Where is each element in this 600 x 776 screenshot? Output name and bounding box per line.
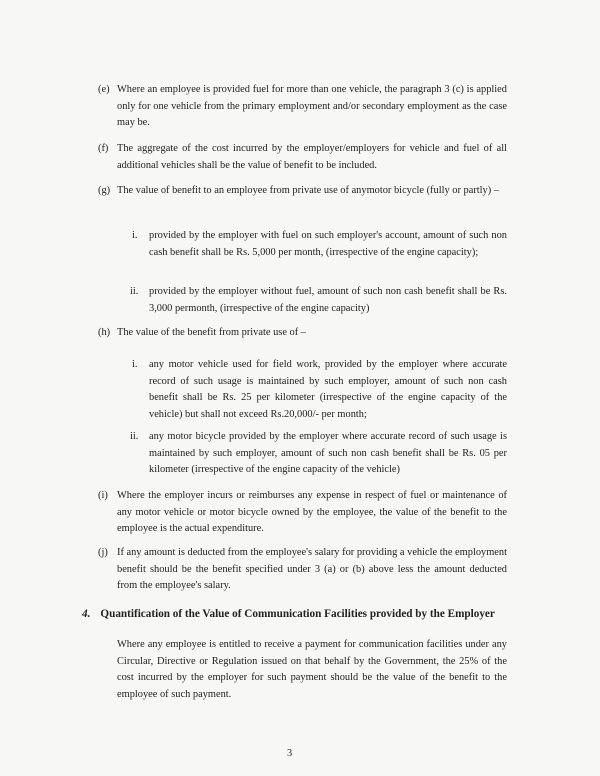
item-j-text: If any amount is deducted from the employee's salary for providing a vehicle the employment benefit should be the benefit specified under 3 (a) or (b) above less the amount deducted from the employee's salary. <box>117 547 507 591</box>
item-f-marker: (f) <box>98 143 109 154</box>
item-f-text: The aggregate of the cost incurred by the employer/employers for vehicle and fuel of all additional vehicles shall be the value of benefit to be included. <box>117 143 507 171</box>
item-g-sub-1-text: provided by the employer with fuel on such employer's account, amount of such non cash benefit shall be Rs. 5,000 per month, (irrespective of the engine capacity); <box>149 230 507 258</box>
item-g-marker: (g) <box>98 185 111 196</box>
item-h-sub-1-marker: i. <box>132 359 138 370</box>
item-g-sub-2-text: provided by the employer without fuel, amount of such non cash benefit shall be Rs. 3,000 permonth, (irrespective of the engine capacity) <box>149 286 507 314</box>
item-h-sub-1-text: any motor vehicle used for field work, provided by the employer where accurate record of such usage is maintained by such employer, amount of such non cash benefit shall be Rs. 25 per kilometer (irrespective of the engine capacity of the vehicle) but shall not exceed Rs.20,000/- per month; <box>149 359 507 420</box>
item-h-marker: (h) <box>98 327 111 338</box>
item-e-marker: (e) <box>98 84 110 95</box>
item-e-text: Where an employee is provided fuel for more than one vehicle, the paragraph 3 (c) is applied only for one vehicle from the primary employment and/or secondary employment as the case may be. <box>117 84 507 128</box>
section-4-title: Quantification of the Value of Communication Facilities provided by the Employer <box>100 608 495 620</box>
item-i-text: Where the employer incurs or reimburses any expense in respect of fuel or maintenance of any motor vehicle or motor bicycle owned by the employee, the value of the benefit to the employee is the actual expenditure. <box>117 490 507 534</box>
section-4-number: 4. <box>82 608 91 620</box>
page-number: 3 <box>287 748 293 759</box>
item-j-marker: (j) <box>98 547 108 558</box>
item-g-text: The value of benefit to an employee from private use of anymotor bicycle (fully or partly) – <box>117 185 500 196</box>
item-i-marker: (i) <box>98 490 108 501</box>
item-g-sub-2-marker: ii. <box>130 286 139 297</box>
item-h-sub-2-text: any motor bicycle provided by the employer where accurate record of such usage is maintained by such employer, amount of such non cash benefit shall be Rs. 05 per kilometer (irrespective of the engine capacity of the vehicle) <box>149 431 507 475</box>
section-4-body: Where any employee is entitled to receive a payment for communication facilities under any Circular, Directive or Regulation issued on that behalf by the Government, the 25% of the cost incurred by the employer for such payment should be the value of the benefit to the employee of such payment. <box>117 639 507 700</box>
section-4-heading <box>82 606 522 622</box>
item-h-text: The value of the benefit from private use of – <box>117 327 306 338</box>
item-g-sub-1-marker: i. <box>132 230 138 241</box>
item-h-sub-2-marker: ii. <box>130 431 139 442</box>
